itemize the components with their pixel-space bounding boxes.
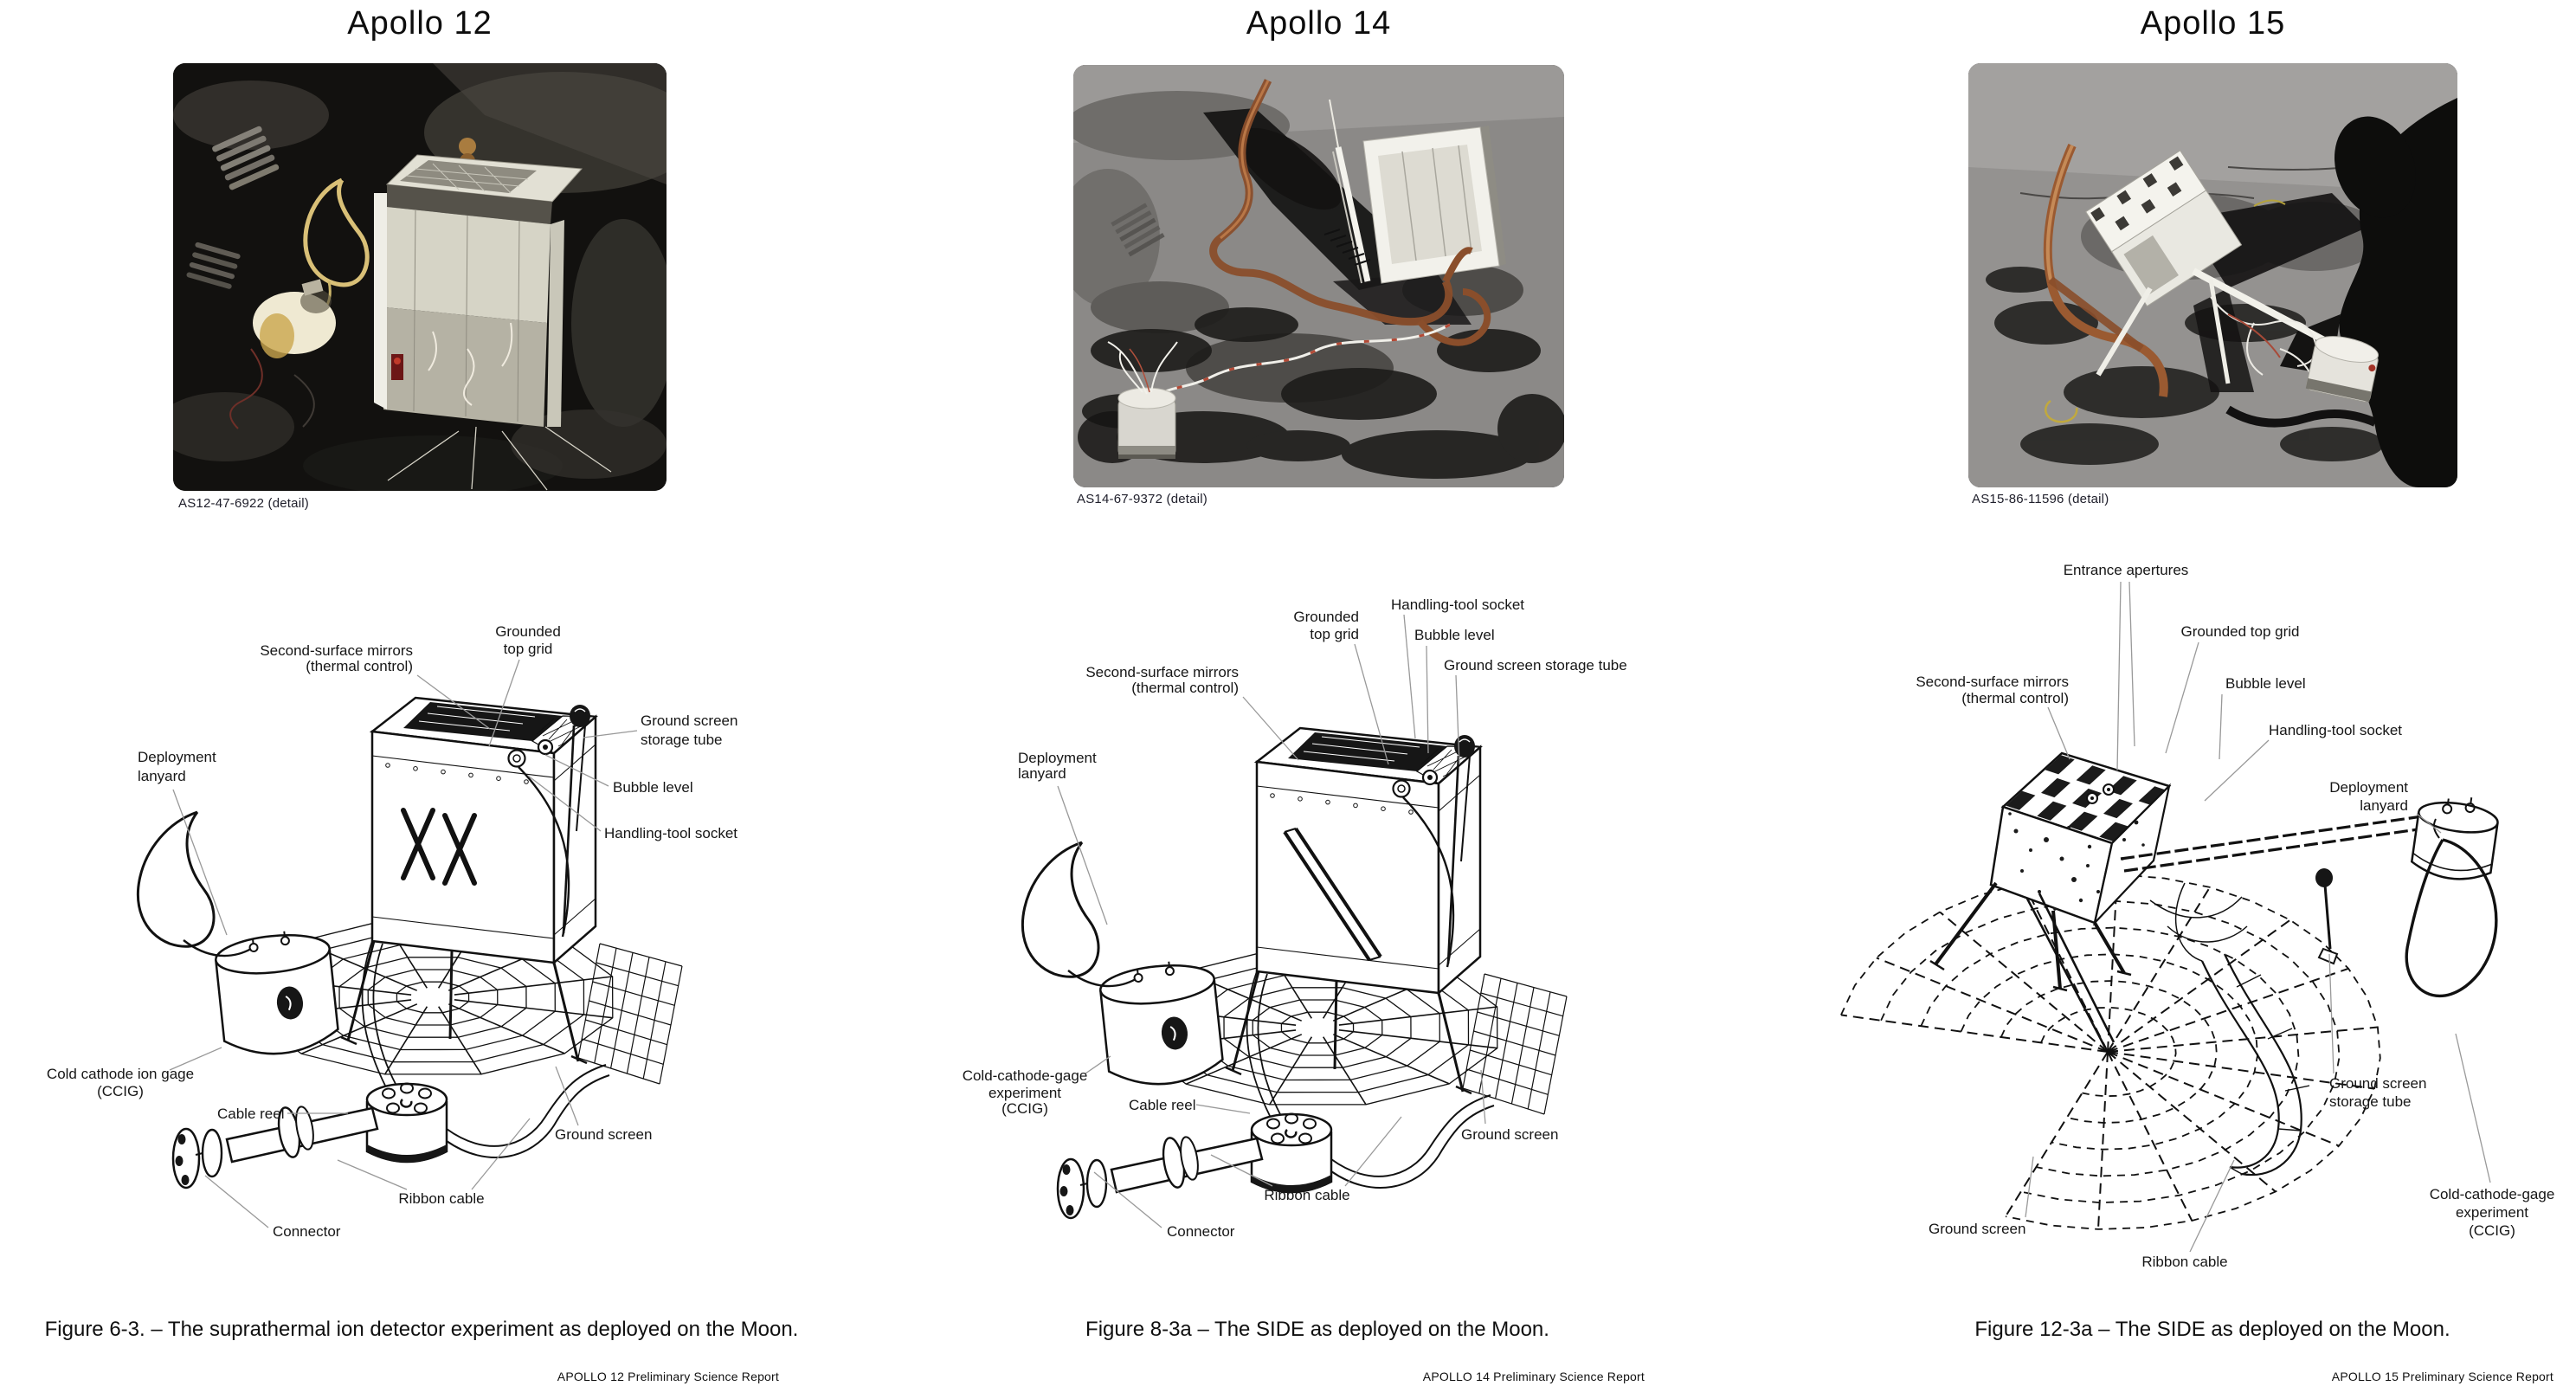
moon-photo-art — [1968, 63, 2457, 487]
diagram-label: Cold-cathode-gage experiment (CCIG) — [962, 1067, 1088, 1117]
column-title: Apollo 12 — [347, 5, 493, 42]
diagram-label: Cable reel — [1129, 1097, 1196, 1113]
figure-caption: Figure 6-3. – The suprathermal ion detector experiment as deployed on the Moon. — [44, 1318, 799, 1341]
diagram-label: Second-surface mirrors (thermal control) — [1916, 674, 2069, 706]
apollo-12-column — [0, 0, 859, 1399]
diagram-label: Handling-tool socket — [2269, 722, 2403, 738]
apollo-14-column — [859, 0, 1717, 1399]
diagram-label: Ground screen — [1929, 1221, 2026, 1237]
diagram-label: Second-surface mirrors (thermal control) — [1085, 664, 1239, 696]
diagram-label: Ground screen — [1461, 1126, 1559, 1143]
diagram-label: Ribbon cable — [398, 1190, 485, 1207]
diagram-label: Deployment lanyard — [1018, 750, 1097, 782]
diagram-label: Grounded top grid — [1293, 609, 1359, 642]
diagram-canvas — [1717, 554, 2576, 1316]
diagram-label: Second-surface mirrors (thermal control) — [260, 642, 413, 674]
diagram-label: Bubble level — [613, 779, 693, 796]
moon-photo-apollo-15 — [1968, 63, 2457, 487]
diagram-label: Handling-tool socket — [1391, 596, 1525, 613]
diagram-label: Grounded top grid — [2180, 623, 2300, 640]
side-diagram-apollo-12 — [0, 554, 859, 1316]
side-diagram-apollo-15 — [1717, 554, 2576, 1316]
column-title: Apollo 15 — [2140, 5, 2286, 42]
diagram-canvas — [0, 554, 859, 1316]
diagram-label: Bubble level — [1414, 627, 1495, 643]
photo-id-caption: AS14-67-9372 (detail) — [1077, 492, 1208, 506]
moon-photo-apollo-14 — [1073, 65, 1564, 487]
diagram-label: Ground screen — [555, 1126, 653, 1143]
column-title: Apollo 14 — [1246, 5, 1392, 42]
report-footer: APOLLO 12 Preliminary Science Report — [557, 1370, 779, 1383]
diagram-label: Ribbon cable — [1264, 1187, 1350, 1203]
diagram-label: Grounded top grid — [495, 623, 561, 657]
diagram-label: Ribbon cable — [2141, 1254, 2228, 1270]
photo-id-caption: AS12-47-6922 (detail) — [178, 496, 309, 511]
diagram-label: Ground screen storage tube — [641, 712, 738, 748]
moon-photo-apollo-12 — [173, 63, 667, 491]
diagram-label: Ground screen storage tube — [1444, 657, 1627, 674]
diagram-label: Deployment lanyard — [2329, 779, 2408, 814]
diagram-label: Handling-tool socket — [604, 825, 738, 841]
diagram-canvas — [859, 554, 1717, 1316]
side-diagram-apollo-14 — [859, 554, 1717, 1316]
diagram-label: Entrance apertures — [2063, 562, 2189, 578]
diagram-label: Cable reel — [217, 1106, 285, 1122]
diagram-label: Connector — [1167, 1223, 1235, 1240]
figure-caption: Figure 8-3a – The SIDE as deployed on the Moon. — [1085, 1318, 1549, 1341]
moon-photo-art — [1073, 65, 1564, 487]
diagram-label: Connector — [273, 1223, 341, 1240]
diagram-label: Bubble level — [2225, 675, 2306, 692]
report-footer: APOLLO 14 Preliminary Science Report — [1422, 1370, 1645, 1383]
moon-photo-art — [173, 63, 667, 491]
apollo-15-column — [1717, 0, 2576, 1399]
diagram-label: Ground screen storage tube — [2329, 1075, 2427, 1110]
side-instrument — [374, 138, 582, 427]
photo-id-caption: AS15-86-11596 (detail) — [1972, 492, 2109, 506]
figure-caption: Figure 12-3a – The SIDE as deployed on the Moon. — [1974, 1318, 2450, 1341]
diagram-label: Cold cathode ion gage (CCIG) — [46, 1066, 195, 1099]
report-footer: APOLLO 15 Preliminary Science Report — [2331, 1370, 2553, 1383]
diagram-label: Cold-cathode-gage experiment (CCIG) — [2429, 1186, 2555, 1239]
diagram-label: Deployment lanyard — [138, 749, 216, 784]
